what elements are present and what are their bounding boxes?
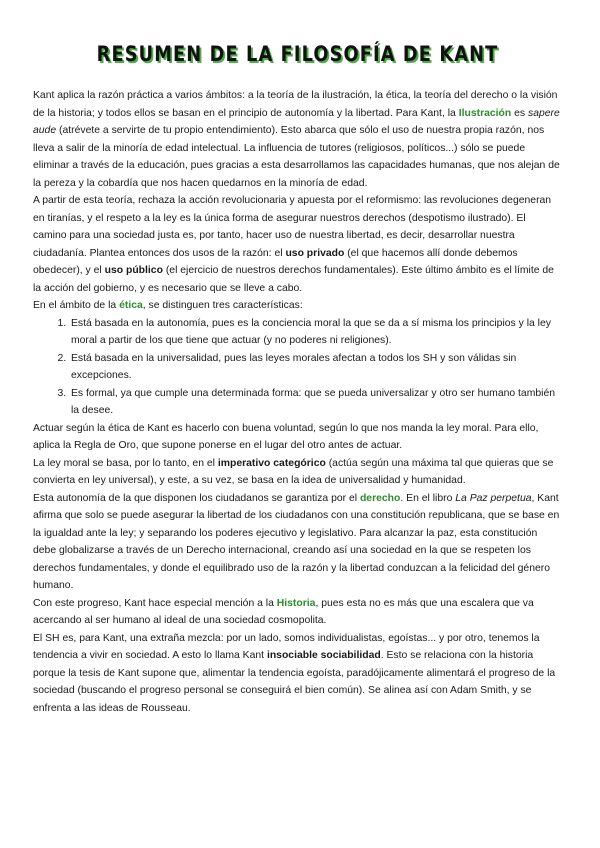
- bold-uso-privado: uso privado: [285, 247, 345, 259]
- bold-insociable-sociabilidad: insociable sociabilidad: [266, 650, 381, 661]
- paragraph-derecho: Esta autonomía de la que disponen los ciudadanos se garantiza por el derecho. En el libro La Paz perpetua, Kant afirma que solo se puede asegurar la libertad de los ciudadanos con una constitución republicana, que se base en la igualdad ante la ley; y separando los poderes ejecutivo y legislativo. Para alcanzar la paz, esta constitución debe globalizarse a través de un Derecho internacional, creando así una sociedad en la que se respeten los derechos fundamentales, y donde el equilibrado uso de la razón y la libertad conduzcan a la felicidad del género humano.: [33, 492, 560, 591]
- bold-imperativo-categorico: imperativo categórico: [217, 457, 326, 469]
- bold-uso-publico: uso público: [104, 265, 163, 276]
- italic-sapere-aude: sapere aude: [33, 107, 560, 136]
- list-item: 1. Está basada en la autonomía, pues es la conciencia moral la que se da a sí misma los principios y la ley moral a partir de los que tiene que actuar (y no poderes ni religiones).: [69, 315, 562, 350]
- paragraph-reformismo: A partir de esta teoría, rechaza la acción revolucionaria y apuesta por el reformismo: las revoluciones degeneran en tiranías, y el respeto a la ley es la única forma de asegurar nuestros derechos (despotismo ilustrado). El camino para una sociedad justa es, por tanto, hacer uso de nuestra libertad, es decir, desarrollar nuestra ciudadanía. Plantea entonces dos usos de la razón: el uso privado (el que hacemos allí donde debemos obedecer), y el uso público (el ejercicio de nuestros derechos fundamentales). Este último ámbito es el límite de la acción del gobierno, y es necesario que se lleve a cabo.: [33, 195, 554, 294]
- paragraph-etica-intro: En el ámbito de la ética, se distinguen tres características:: [33, 300, 303, 311]
- paragraph-ilustracion: Kant aplica la razón práctica a varios ámbitos: a la teoría de la ilustración, la ética, la teoría del derecho o la visión de la historia; y todos ellos se basan en el principio de autonomía y la libertad. Para Kant, la Ilustración es sapere aude (atrévete a servirte de tu propio entendimiento). Esto abarca que sólo el uso de nuestra propia razón, nos lleva a salir de la minoría de edad intelectual. La influencia de tutores (religiosos, políticos...) sólo se puede eliminar a través de la educación, pues gracias a esta desarrollamos las capacidades humanas, que nos alejan de la pereza y la cobardía que nos hacen quedarnos en la minoría de edad.: [33, 90, 560, 189]
- document-title: RESUMEN DE LA FILOSOFÍA DE KANT: [96, 42, 499, 67]
- etica-characteristics-list: [33, 315, 562, 420]
- paragraph-insociable: El SH es, para Kant, una extraña mezcla: por un lado, somos individualistas, egoístas... y por otro, tenemos la tendencia a vivir en sociedad. A esto lo llama Kant insociable sociabilidad. Esto se relaciona con la historia porque la tesis de Kant supone que, alimentar la tendencia egoísta, paradójicamente alimentará el progreso de la sociedad (buscando el progreso personal se conseguirá el bien común). Se alinea así con Adam Smith, y se enfrenta a las ideas de Rousseau.: [33, 632, 556, 714]
- highlight-etica: ética: [119, 300, 143, 311]
- document-body: [33, 87, 562, 717]
- paragraph-historia: Con este progreso, Kant hace especial mención a la Historia, pues esta no es más que una escalera que va acercando al ser humano al ideal de una sociedad cosmopolita.: [33, 597, 534, 626]
- paragraph-imperativo: La ley moral se basa, por lo tanto, en el imperativo categórico (actúa según una máxima tal que quieras que se convierta en ley universal), y este, a su vez, se basa en la idea de universalidad y humanidad.: [33, 457, 554, 486]
- highlight-derecho: derecho: [359, 492, 401, 504]
- italic-la-paz-perpetua: La Paz perpetua: [455, 492, 532, 504]
- highlight-ilustracion: Ilustración: [458, 107, 512, 119]
- list-item: 3. Es formal, ya que cumple una determinada forma: que se pueda universalizar y otro ser humano también la desee.: [69, 385, 562, 420]
- list-item: 2. Está basada en la universalidad, pues las leyes morales afectan a todos los SH y son válidas sin excepciones.: [69, 350, 562, 385]
- highlight-historia: Historia: [276, 597, 316, 609]
- paragraph-buena-voluntad: Actuar según la ética de Kant es hacerlo con buena voluntad, según lo que nos manda la ley moral. Para ello, aplica la Regla de Oro, que supone ponerse en el lugar del otro antes de actuar.: [33, 422, 539, 451]
